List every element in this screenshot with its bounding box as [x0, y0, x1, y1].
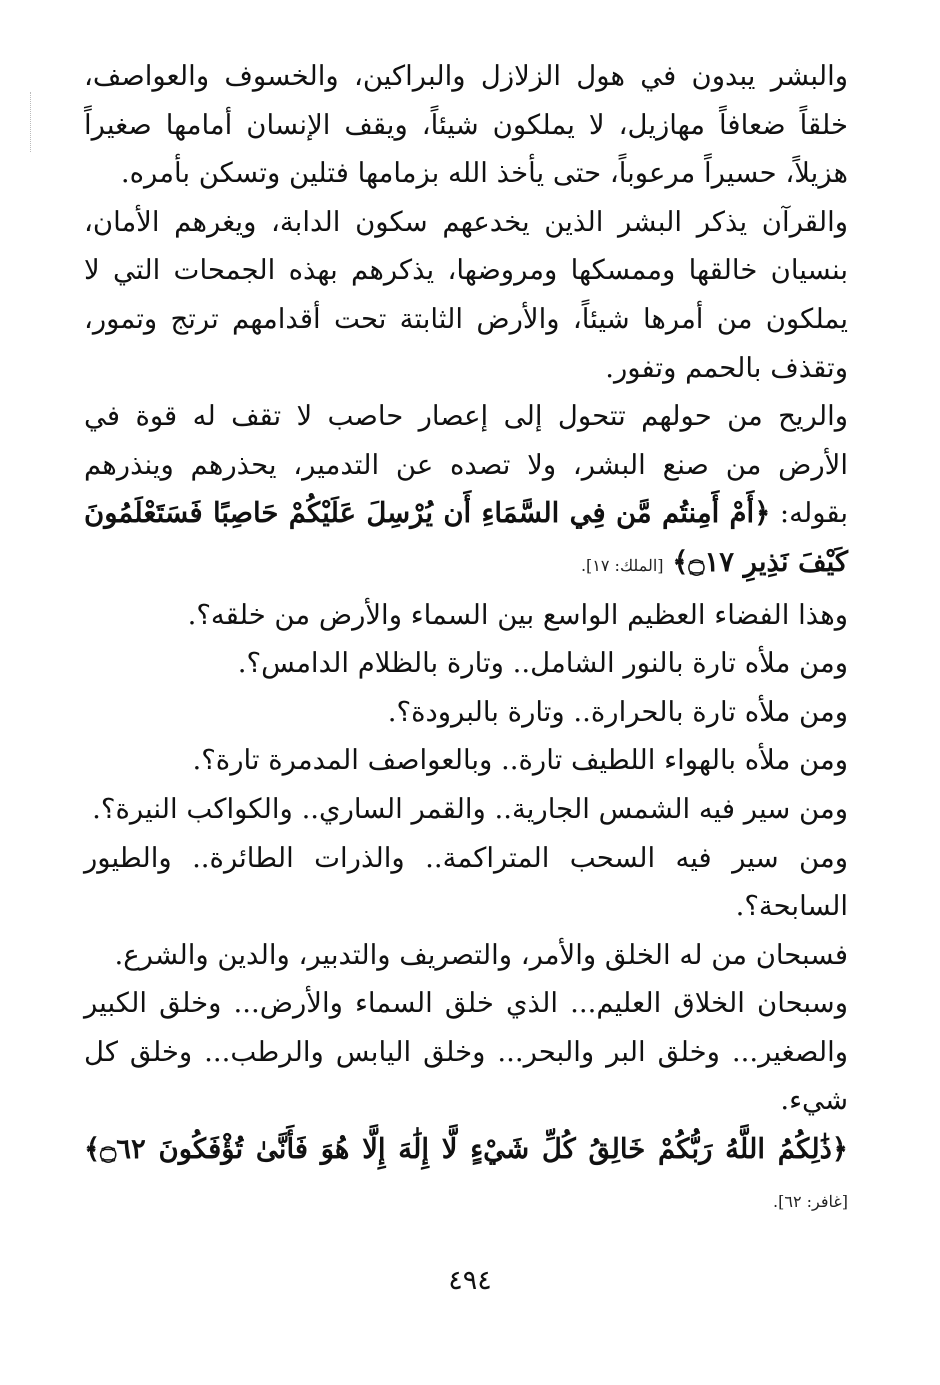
- verse-open-bracket: ﴿: [831, 1133, 848, 1166]
- paragraph-2: والقرآن يذكر البشر الذين يخدعهم سكون الدابة، ويغرهم الأمان، بنسيان خالقها وممسكها ومروضها، يذكرهم بهذه الجمحات التي لا يملكون من أمرها شيئاً، والأرض الثابتة تحت أقدامهم ترتج وتمور، وتقذف بالحمم وتفور.: [84, 205, 848, 384]
- paragraph-3-text: والريح من حولهم تتحول إلى إعصار حاصب لا تقف له قوة في الأرض من صنع البشر، ولا تصده عن التدمير، يحذرهم وينذرهم بقوله:: [84, 400, 848, 530]
- paragraph-3-with-verse: [84, 392, 848, 590]
- verse-reference-al-mulk: [الملك: ١٧].: [580, 555, 664, 575]
- body-text: [84, 52, 848, 1226]
- page-number: ٤٩٤: [448, 1265, 492, 1296]
- quran-verse-al-mulk: أَمْ أَمِنتُم مَّن فِي السَّمَاءِ أَن يُرْسِلَ عَلَيْكُمْ حَاصِبًا فَسَتَعْلَمُونَ كَيْفَ نَذِيرِ ۝١٧: [84, 497, 848, 578]
- paragraph-4: وهذا الفضاء العظيم الواسع بين السماء والأرض من خلقه؟.: [187, 598, 848, 631]
- paragraph-12-verse: [84, 1125, 848, 1226]
- paragraph-7: ومن ملأه بالهواء اللطيف تارة.. وبالعواصف المدمرة تارة؟.: [192, 744, 848, 777]
- paragraph-9: ومن سير فيه السحب المتراكمة.. والذرات الطائرة.. والطيور السابحة؟.: [84, 841, 848, 923]
- verse-close-bracket: ﴾: [672, 545, 689, 578]
- paragraph-8: ومن سير فيه الشمس الجارية.. والقمر الساري.. والكواكب النيرة؟.: [92, 792, 848, 825]
- verse-close-bracket: ﴾: [84, 1133, 101, 1166]
- paragraph-11: وسبحان الخلاق العليم... الذي خلق السماء والأرض... وخلق الكبير والصغير... وخلق البر والبحر... وخلق اليابس والرطب... وخلق كل شيء.: [84, 987, 848, 1117]
- verse-open-bracket: ﴿: [754, 497, 771, 530]
- verse-reference-ghafir: [غافر: ٦٢].: [773, 1191, 848, 1211]
- paragraph-1: والبشر يبدون في هول الزلازل والبراكين، والخسوف والعواصف، خلقاً ضعافاً مهازيل، لا يملكون شيئاً، ويقف الإنسان أمامها صغيراً هزيلاً، حسيراً مرعوباً، حتى يأخذ الله بزمامها فتلين وتسكن بأمره.: [84, 60, 848, 190]
- quran-verse-ghafir: ذَٰلِكُمُ اللَّهُ رَبُّكُمْ خَالِقُ كُلِّ شَيْءٍ لَّا إِلَٰهَ إِلَّا هُوَ فَأَنَّىٰ تُؤْفَكُونَ ۝٦٢: [100, 1133, 832, 1166]
- paragraph-5: ومن ملأه تارة بالنور الشامل.. وتارة بالظلام الدامس؟.: [237, 647, 848, 680]
- paragraph-6: ومن ملأه تارة بالحرارة.. وتارة بالبرودة؟.: [387, 695, 848, 728]
- margin-marks: [30, 92, 39, 152]
- paragraph-10: فسبحان من له الخلق والأمر، والتصريف والتدبير، والدين والشرع.: [114, 938, 848, 971]
